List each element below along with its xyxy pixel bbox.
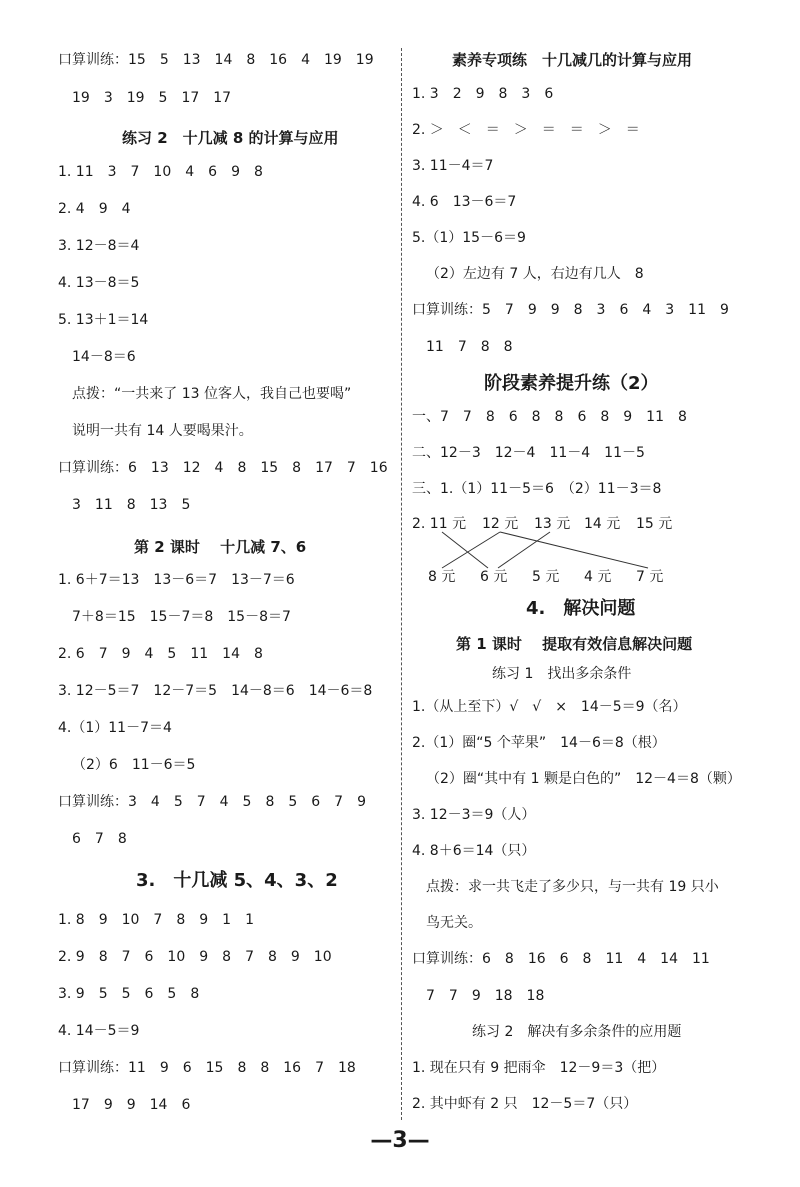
answer-line: 1. 3 2 9 8 3 6 xyxy=(412,86,554,102)
oral-practice-line: 口算训练：3 4 5 7 4 5 8 5 6 7 9 xyxy=(58,794,366,810)
answer-line: 1. 11 3 7 10 4 6 9 8 xyxy=(58,164,263,180)
answer-line: （2）圈“其中有 1 颗是白色的” 12－4＝8（颗） xyxy=(426,771,741,787)
tip-line: 点拨：求一共飞走了多少只，与一共有 19 只小 xyxy=(426,879,719,895)
answer-line: 5.（1）15－6＝9 xyxy=(412,230,526,246)
oral-practice-line: 口算训练：6 13 12 4 8 15 8 17 7 16 xyxy=(58,460,388,476)
oral-practice-line: 口算训练：5 7 9 9 8 3 6 4 3 11 9 xyxy=(412,302,729,318)
price-bottom: 6 元 xyxy=(480,569,508,585)
price-top: 2. 11 元 xyxy=(412,516,467,532)
answer-line: 1. 8 9 10 7 8 9 1 1 xyxy=(58,912,254,928)
answer-line: 2. 9 8 7 6 10 9 8 7 8 9 10 xyxy=(58,949,332,965)
answer-line: 14－8＝6 xyxy=(72,349,136,365)
answer-line: 7＋8＝15 15－7＝8 15－8＝7 xyxy=(72,609,291,625)
match-line xyxy=(442,532,488,568)
answer-line: 3. 12－5＝7 12－7＝5 14－8＝6 14－6＝8 xyxy=(58,683,373,699)
section-title: 第 2 课时 十几减 7、6 xyxy=(134,538,307,556)
section-title: 素养专项练 十几减几的计算与应用 xyxy=(452,51,693,69)
answer-line: 2. 其中虾有 2 只 12－5＝7（只） xyxy=(412,1096,638,1112)
match-line xyxy=(442,532,500,568)
answer-line: 4. 14－5＝9 xyxy=(58,1023,140,1039)
answer-line: 3. 9 5 5 6 5 8 xyxy=(58,986,200,1002)
answer-line: 3. 12－8＝4 xyxy=(58,238,140,254)
answer-line: 3. 12－3＝9（人） xyxy=(412,807,536,823)
answer-line: 3. 11－4＝7 xyxy=(412,158,494,174)
answer-line: 4. 13－8＝5 xyxy=(58,275,140,291)
price-bottom: 5 元 xyxy=(532,569,560,585)
oral-practice-line: 19 3 19 5 17 17 xyxy=(72,90,232,106)
answer-line: 5. 13＋1＝14 xyxy=(58,312,149,328)
oral-practice-line: 7 7 9 18 18 xyxy=(426,988,545,1004)
answer-line: 4. 6 13－6＝7 xyxy=(412,194,517,210)
answer-line: 三、1.（1）11－5＝6 （2）11－3＝8 xyxy=(412,481,662,497)
chapter-title: 3. 十几减 5、4、3、2 xyxy=(136,870,338,891)
answer-line: （2）左边有 7 人，右边有几人 8 xyxy=(426,266,644,282)
answer-line: 2. ＞ ＜ ＝ ＞ ＝ ＝ ＞ ＝ xyxy=(412,122,640,138)
chapter-title: 阶段素养提升练（2） xyxy=(484,373,659,394)
price-top: 13 元 xyxy=(534,516,571,532)
section-title: 练习 1 找出多余条件 xyxy=(492,666,632,682)
oral-practice-line: 17 9 9 14 6 xyxy=(72,1097,191,1113)
section-title: 练习 2 十几减 8 的计算与应用 xyxy=(122,129,339,147)
page-number: —3— xyxy=(370,1128,430,1153)
oral-practice-line: 11 7 8 8 xyxy=(426,339,513,355)
answer-line: 1. 现在只有 9 把雨伞 12－9＝3（把） xyxy=(412,1060,666,1076)
matching-lines xyxy=(412,510,692,580)
price-top: 12 元 xyxy=(482,516,519,532)
oral-practice-line: 3 11 8 13 5 xyxy=(72,497,191,513)
section-title: 练习 2 解决有多余条件的应用题 xyxy=(472,1024,682,1040)
answer-line: 一、7 7 8 6 8 8 6 8 9 11 8 xyxy=(412,409,687,425)
price-bottom: 8 元 xyxy=(428,569,456,585)
tip-line: 说明一共有 14 人要喝果汁。 xyxy=(72,423,253,439)
oral-practice-line: 口算训练：6 8 16 6 8 11 4 14 11 xyxy=(412,951,710,967)
tip-line: 鸟无关。 xyxy=(426,915,482,931)
answer-line: 2.（1）圈“5 个苹果” 14－6＝8（根） xyxy=(412,735,666,751)
answer-line: 2. 4 9 4 xyxy=(58,201,131,217)
oral-practice-line: 6 7 8 xyxy=(72,831,127,847)
price-bottom: 7 元 xyxy=(636,569,664,585)
price-bottom: 4 元 xyxy=(584,569,612,585)
price-top: 14 元 xyxy=(584,516,621,532)
oral-practice-line: 口算训练：11 9 6 15 8 8 16 7 18 xyxy=(58,1060,356,1076)
answer-line: 二、12－3 12－4 11－4 11－5 xyxy=(412,445,645,461)
price-top: 15 元 xyxy=(636,516,673,532)
column-divider xyxy=(401,48,402,1120)
match-line xyxy=(500,532,648,568)
answer-line: 1.（从上至下）√ √ × 14－5＝9（名） xyxy=(412,699,687,715)
section-title: 第 1 课时 提取有效信息解决问题 xyxy=(456,635,693,653)
oral-practice-line: 口算训练：15 5 13 14 8 16 4 19 19 xyxy=(58,52,374,68)
chapter-title: 4. 解决问题 xyxy=(526,598,636,619)
answer-line: 2. 6 7 9 4 5 11 14 8 xyxy=(58,646,263,662)
answer-line: 4.（1）11－7＝4 xyxy=(58,720,172,736)
answer-line: 1. 6＋7＝13 13－6＝7 13－7＝6 xyxy=(58,572,295,588)
answer-line: （2）6 11－6＝5 xyxy=(72,757,196,773)
answer-line: 4. 8＋6＝14（只） xyxy=(412,843,536,859)
tip-line: 点拨：“一共来了 13 位客人，我自己也要喝” xyxy=(72,386,352,402)
